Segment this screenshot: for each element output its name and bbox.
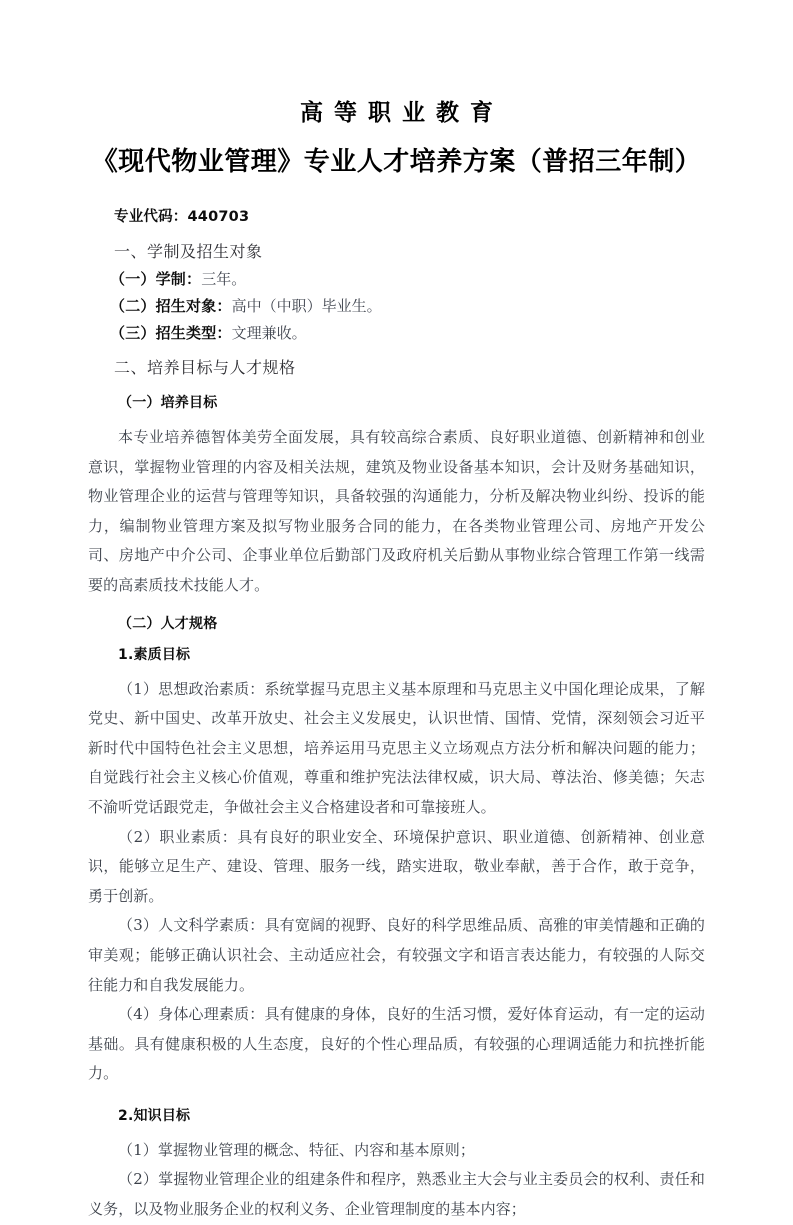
section-2-heading: 二、培养目标与人才规格 (114, 358, 296, 377)
section-1-item-2-label: （二）招生对象： (110, 297, 232, 315)
section-1-item-2 (88, 293, 705, 320)
knowledge-objective-item: （2）掌握物业管理企业的组建条件和程序，熟悉业主大会与业主委员会的权利、责任和义务，以及物业服务企业的权利义务、企业管理制度的基本内容； (88, 1170, 705, 1219)
section-1-heading: 一、学制及招生对象 (114, 242, 263, 261)
section-2-sub-1-heading: （一）培养目标 (118, 395, 218, 411)
training-objective-paragraph: 本专业培养德智体美劳全面发展，具有较高综合素质、良好职业道德、创新精神和创业意识，掌握物业管理的内容及相关法规，建筑及物业设备基本知识，会计及财务基础知识，物业管理企业的运营与管理等知识，具备较强的沟通能力，分析及解决物业纠纷、投诉的能力，编制物业管理方案及拟写物业服务合同的能力，在各类物业管理公司、房地产开发公司、房地产中介公司、企事业单位后勤部门及政府机关后勤从事物业综合管理工作第一线需要的高素质技术技能人才。 (88, 428, 705, 594)
quality-objective-item: （1）思想政治素质：系统掌握马克思主义基本原理和马克思主义中国化理论成果，了解党史、新中国史、改革开放史、社会主义发展史，认识世情、国情、党情，深刻领会习近平新时代中国特色社会主义思想，培养运用马克思主义立场观点方法分析和解决问题的能力；自觉践行社会主义核心价值观，尊重和维护宪法法律权威，识大局、尊法治、修美德；矢志不渝听党话跟党走，争做社会主义合格建设者和可靠接班人。 (88, 679, 705, 816)
document-title-sub: 《现代物业管理》专业人才培养方案（普招三年制） (91, 147, 702, 177)
section-1-item-1 (88, 266, 705, 293)
document-title-main: 高等职业教育 (300, 99, 504, 126)
quality-objective-item: （2）职业素质：具有良好的职业安全、环境保护意识、职业道德、创新精神、创业意识，能够立足生产、建设、管理、服务一线，踏实进取，敬业奉献，善于合作，敢于竞争，勇于创新。 (88, 827, 705, 905)
section-2-sub-2-heading: （二）人才规格 (118, 615, 218, 632)
section-1-item-1-value: 三年。 (201, 270, 247, 288)
major-code: 专业代码：440703 (114, 209, 250, 225)
section-1-item-1-label: （一）学制： (110, 270, 202, 288)
section-1-item-3-label: （三）招生类型： (110, 324, 232, 342)
section-1-item-3-value: 文理兼收。 (231, 324, 307, 342)
quality-objective-item: （4）身体心理素质：具有健康的身体，良好的生活习惯，爱好体育运动，有一定的运动基础。具有健康积极的人生态度，良好的个性心理品质，有较强的心理调适能力和抗挫折能力。 (88, 1005, 705, 1083)
knowledge-objective-item: （1）掌握物业管理的概念、特征、内容和基本原则； (118, 1140, 475, 1159)
document-body (88, 0, 705, 1225)
quality-objectives-heading: 1.素质目标 (118, 646, 191, 663)
section-1-item-2-value: 高中（中职）毕业生。 (231, 297, 382, 315)
section-1-item-3 (88, 320, 705, 347)
knowledge-objectives-heading: 2.知识目标 (118, 1107, 191, 1124)
quality-objective-item: （3）人文科学素质：具有宽阔的视野、良好的科学思维品质、高雅的审美情趣和正确的审美观；能够正确认识社会、主动适应社会，有较强文字和语言表达能力，有较强的人际交往能力和自我发展能力。 (88, 916, 705, 994)
